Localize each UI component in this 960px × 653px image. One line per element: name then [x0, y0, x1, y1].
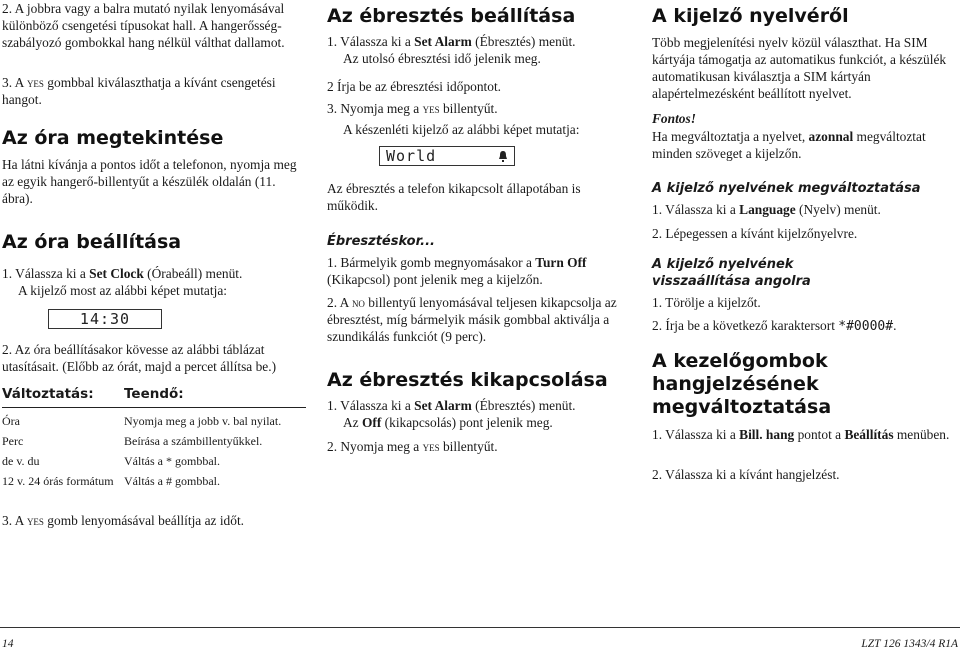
text: 1. Válassza ki a [652, 202, 740, 217]
text: menüben. [893, 427, 950, 442]
clock-display [48, 309, 162, 329]
text: pontot a [794, 427, 845, 442]
language-step-2: 2. Lépegessen a kívánt kijelzőnyelvre. [652, 226, 858, 241]
cell: Perc [2, 434, 24, 448]
text: billentyűt. [439, 101, 498, 116]
text: Az utolsó ébresztési idő jelenik meg. [343, 51, 541, 66]
cell: Óra [2, 414, 20, 428]
text: 2. Nyomja meg a [327, 439, 423, 454]
text: (Ébresztés) menüt. [471, 398, 576, 413]
alarm-step-3-note: A készenléti kijelző az alábbi képet mutatja: [343, 122, 580, 137]
table-header-change: Változtatás: [2, 386, 94, 402]
section-title-view-clock: Az óra megtekintése [2, 127, 224, 149]
alarm-step-1 [327, 33, 637, 67]
key-sound-step-1 [652, 426, 957, 443]
reset-step-1: 1. Törölje a kijelzőt. [652, 295, 761, 310]
standby-display [379, 146, 515, 166]
text: 1. Válassza ki a [652, 427, 740, 442]
text: Az [343, 415, 362, 430]
menu-name: Turn Off [535, 255, 587, 270]
subtitle-change-language: A kijelző nyelvének megváltoztatása [652, 181, 921, 196]
alarm-off-step-2 [327, 438, 637, 455]
menu-name: Off [361, 415, 382, 430]
on-alarm-step-1 [327, 254, 637, 288]
text: 3. Nyomja meg a [327, 101, 423, 116]
no-key: no [351, 295, 365, 310]
text: megváltoztat minden szöveget a kijelzőn. [652, 129, 926, 161]
text: A kijelző most az alábbi képet mutatja: [18, 283, 227, 298]
ringtone-step-3 [2, 74, 308, 108]
ringtone-step-2: 2. A jobbra vagy a balra mutató nyilak lenyomásával különböző csengetési típusokat hall. A hangerősség-szabályozó gombokkal hang nélkül válthat dallamot. [2, 1, 285, 50]
menu-name: Beállítás [844, 427, 894, 442]
menu-name: Set Alarm [414, 398, 472, 413]
text: gomb lenyomásával beállítja az időt. [43, 513, 245, 528]
clock-time: 14:30 [79, 309, 131, 328]
menu-name: Set Alarm [414, 34, 472, 49]
text: 3. A [2, 75, 27, 90]
page-number: 14 [2, 638, 14, 650]
reset-step-2 [652, 317, 957, 335]
section-title-language: A kijelző nyelvéről [652, 5, 849, 27]
subtitle-reset-language: A kijelző nyelvének visszaállítása angolra [652, 257, 811, 289]
settings-table [2, 386, 306, 488]
section-title-set-clock: Az óra beállítása [2, 231, 182, 253]
view-clock-text: Ha látni kívánja a pontos időt a telefonon, nyomja meg az egyik hangerő-billentyűt a készülék oldalán (11. ábra). [2, 157, 297, 206]
text: (Nyelv) menüt. [795, 202, 881, 217]
important-text [652, 128, 957, 162]
key-sound-step-2: 2. Válassza ki a kívánt hangjelzést. [652, 467, 840, 482]
language-text: Több megjelenítési nyelv közül választhat. Ha SIM kártyája támogatja az automatikus funkciót, a készülék automatikusan kiválasztja a SIM kártyán alapértelmezésként beállított nyelvet. [652, 35, 947, 101]
section-title-set-alarm: Az ébresztés beállítása [327, 5, 576, 27]
document-number: LZT 126 1343/4 R1A [861, 638, 958, 650]
text: (Ébresztés) menüt. [471, 34, 576, 49]
menu-name: Language [739, 202, 796, 217]
text: 1. Válassza ki a [327, 398, 415, 413]
cell: de v. du [2, 454, 40, 468]
alarm-step-3 [327, 100, 637, 117]
cell: Beírása a számbillentyűkkel. [124, 434, 263, 448]
table-row [2, 454, 306, 468]
menu-name: Set Clock [89, 266, 144, 281]
set-clock-step-3 [2, 512, 308, 529]
alarm-note: Az ébresztés a telefon kikapcsolt állapotában is működik. [327, 181, 581, 213]
cell: Váltás a * gombbal. [124, 454, 220, 468]
alarm-step-2: 2 Írja be az ébresztési időpontot. [327, 79, 502, 94]
yes-key: yes [422, 439, 440, 454]
text: 1. Válassza ki a [2, 266, 90, 281]
subtitle-on-alarm: Ébresztéskor... [327, 234, 435, 249]
cell: Váltás a # gombbal. [124, 474, 220, 488]
on-alarm-step-2 [327, 294, 637, 345]
section-title-alarm-off: Az ébresztés kikapcsolása [327, 369, 608, 391]
text: (Órabeáll) menüt. [143, 266, 243, 281]
cell: Nyomja meg a jobb v. bal nyilat. [124, 414, 282, 428]
yes-key: yes [26, 75, 44, 90]
table-header-action: Teendő: [124, 386, 184, 402]
text: Ha megváltoztatja a nyelvet, [652, 129, 809, 144]
alarm-off-step-1 [327, 397, 637, 431]
text: 2. Írja be a következő karaktersort [652, 318, 839, 333]
text: billentyű lenyomásával teljesen kikapcsolja az ébresztést, míg bármelyik másik gombbal aktiválja a szundikálás funkciót (9 perc). [327, 295, 617, 344]
text: 1. Válassza ki a [327, 34, 415, 49]
set-clock-step-1 [2, 265, 308, 299]
table-row [2, 414, 306, 428]
text: (Kikapcsol) pont jelenik meg a kijelzőn. [327, 272, 543, 287]
text: 2. A [327, 295, 352, 310]
footer-rule [0, 627, 960, 628]
display-text: World [386, 146, 437, 165]
yes-key: yes [422, 101, 440, 116]
yes-key: yes [26, 513, 44, 528]
menu-name: Bill. hang [739, 427, 795, 442]
table-row [2, 474, 306, 488]
text: 1. Bármelyik gomb megnyomásakor a [327, 255, 536, 270]
text: (kikapcsolás) pont jelenik meg. [381, 415, 553, 430]
important-label: Fontos! [652, 111, 696, 126]
emphasis: azonnal [808, 129, 854, 144]
cell: 12 v. 24 órás formátum [2, 474, 114, 488]
text: . [893, 318, 897, 333]
text: 3. A [2, 513, 27, 528]
table-row [2, 434, 306, 448]
language-step-1 [652, 201, 957, 218]
text: gombbal kiválaszthatja a kívánt csengetési hangot. [2, 75, 276, 107]
text: billentyűt. [439, 439, 498, 454]
section-title-key-sound: A kezelőgombok hangjelzésének megváltoztatása [652, 350, 832, 418]
code-sequence: *#0000# [838, 319, 894, 334]
set-clock-step-2: 2. Az óra beállításakor kövesse az alábbi táblázat utasításait. (Előbb az órát, majd a percet állítsa be.) [2, 342, 277, 374]
bell-icon [498, 150, 508, 162]
